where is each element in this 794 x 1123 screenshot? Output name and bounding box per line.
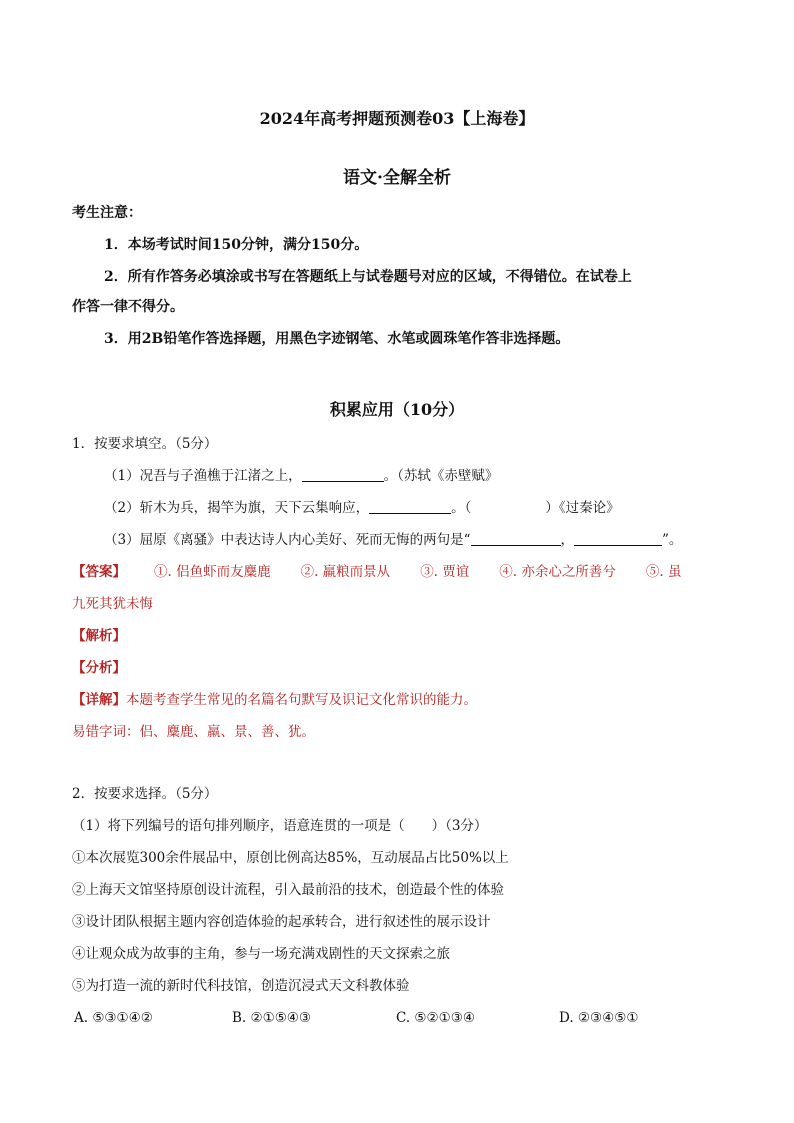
answer-blank[interactable] — [574, 531, 662, 546]
answer-blank[interactable] — [302, 467, 384, 482]
q2-sentence-5: ⑤为打造一流的新时代科技馆，创造沉浸式天文科教体验 — [72, 978, 410, 994]
q1-answer-cont: 九死其犹未悔 — [72, 596, 153, 612]
q2-sentence-4: ④让观众成为故事的主角，参与一场充满戏剧性的天文探索之旅 — [72, 946, 450, 962]
option-c[interactable]: C. ⑤②①③④ — [396, 1010, 475, 1026]
q1-sub2 — [104, 498, 620, 518]
answer-3: ③. 贾谊 — [420, 564, 470, 580]
answer-blank[interactable] — [369, 499, 451, 514]
analysis-label: 【解析】 — [72, 628, 126, 644]
q1-sub1-source: 。（苏轼《赤壁赋》 — [383, 468, 499, 484]
q1-sub3 — [104, 530, 682, 550]
answer-5: ⑤. 虽 — [645, 564, 682, 580]
q2-stem: 2．按要求选择。（5分） — [72, 786, 218, 802]
q1-sub3-text: （3）屈原《离骚》中表达诗人内心美好、死而无悔的两句是“ — [104, 532, 471, 548]
q1-answer — [72, 562, 681, 582]
detail-label: 【详解】 — [72, 692, 126, 708]
q2-sentence-1: ①本次展览300余件展品中，原创比例高达85%，互动展品占比50%以上 — [72, 850, 509, 866]
typo-note: 易错字词：侣、麋鹿、羸、景、善、犹。 — [72, 724, 315, 740]
q1-stem: 1．按要求填空。（5分） — [72, 436, 218, 452]
page-title: 2024年高考押题预测卷03【上海卷】 — [259, 109, 535, 128]
q1-sub3-mid: ， — [560, 532, 574, 548]
page-subtitle: 语文·全解全析 — [343, 168, 451, 188]
q1-sub1-text: （1）况吾与子渔樵于江渚之上， — [104, 468, 302, 484]
q2-sentence-3: ③设计团队根据主题内容创造体验的起承转合，进行叙述性的展示设计 — [72, 914, 491, 930]
option-a[interactable]: A. ⑤③①④② — [74, 1010, 153, 1026]
q1-sub2-text: （2）斩木为兵，揭竿为旗，天下云集响应， — [104, 500, 370, 516]
notice-item-2-cont: 作答一律不得分。 — [72, 299, 184, 315]
answer-4: ④. 亦余心之所善兮 — [499, 564, 616, 580]
answer-label: 【答案】 — [72, 564, 126, 580]
notice-heading: 考生注意： — [72, 205, 142, 221]
q2-sub1: （1）将下列编号的语句排列顺序，语意连贯的一项是（ ）（3分） — [72, 818, 488, 834]
q1-sub3-end: ”。 — [662, 532, 683, 548]
option-b[interactable]: B. ②①⑤④③ — [232, 1010, 312, 1026]
option-d[interactable]: D. ②③④⑤① — [559, 1010, 639, 1026]
notice-item-2: 2．所有作答务必填涂或书写在答题纸上与试卷题号对应的区域，不得错位。在试卷上 — [104, 269, 632, 285]
q2-sentence-2: ②上海天文馆坚持原创设计流程，引入最前沿的技术，创造最个性的体验 — [72, 882, 504, 898]
notice-item-3: 3．用2B铅笔作答选择题，用黑色字迹钢笔、水笔或圆珠笔作答非选择题。 — [104, 331, 570, 347]
analysis-label-2: 【分析】 — [72, 660, 126, 676]
q1-sub2-source: ）《过秦论》 — [545, 500, 620, 516]
detail — [72, 690, 477, 710]
answer-1: ①. 侣鱼虾而友麋鹿 — [154, 564, 271, 580]
section-title: 积累应用（10分） — [329, 400, 465, 419]
detail-text: 本题考查学生常见的名篇名句默写及识记文化常识的能力。 — [126, 692, 477, 708]
answer-2: ②. 羸粮而景从 — [300, 564, 391, 580]
q1-sub2-mid: 。（ — [451, 500, 472, 516]
notice-item-1: 1．本场考试时间150分钟，满分150分。 — [104, 237, 369, 253]
q1-sub1 — [104, 466, 498, 486]
answer-blank[interactable] — [471, 531, 561, 546]
